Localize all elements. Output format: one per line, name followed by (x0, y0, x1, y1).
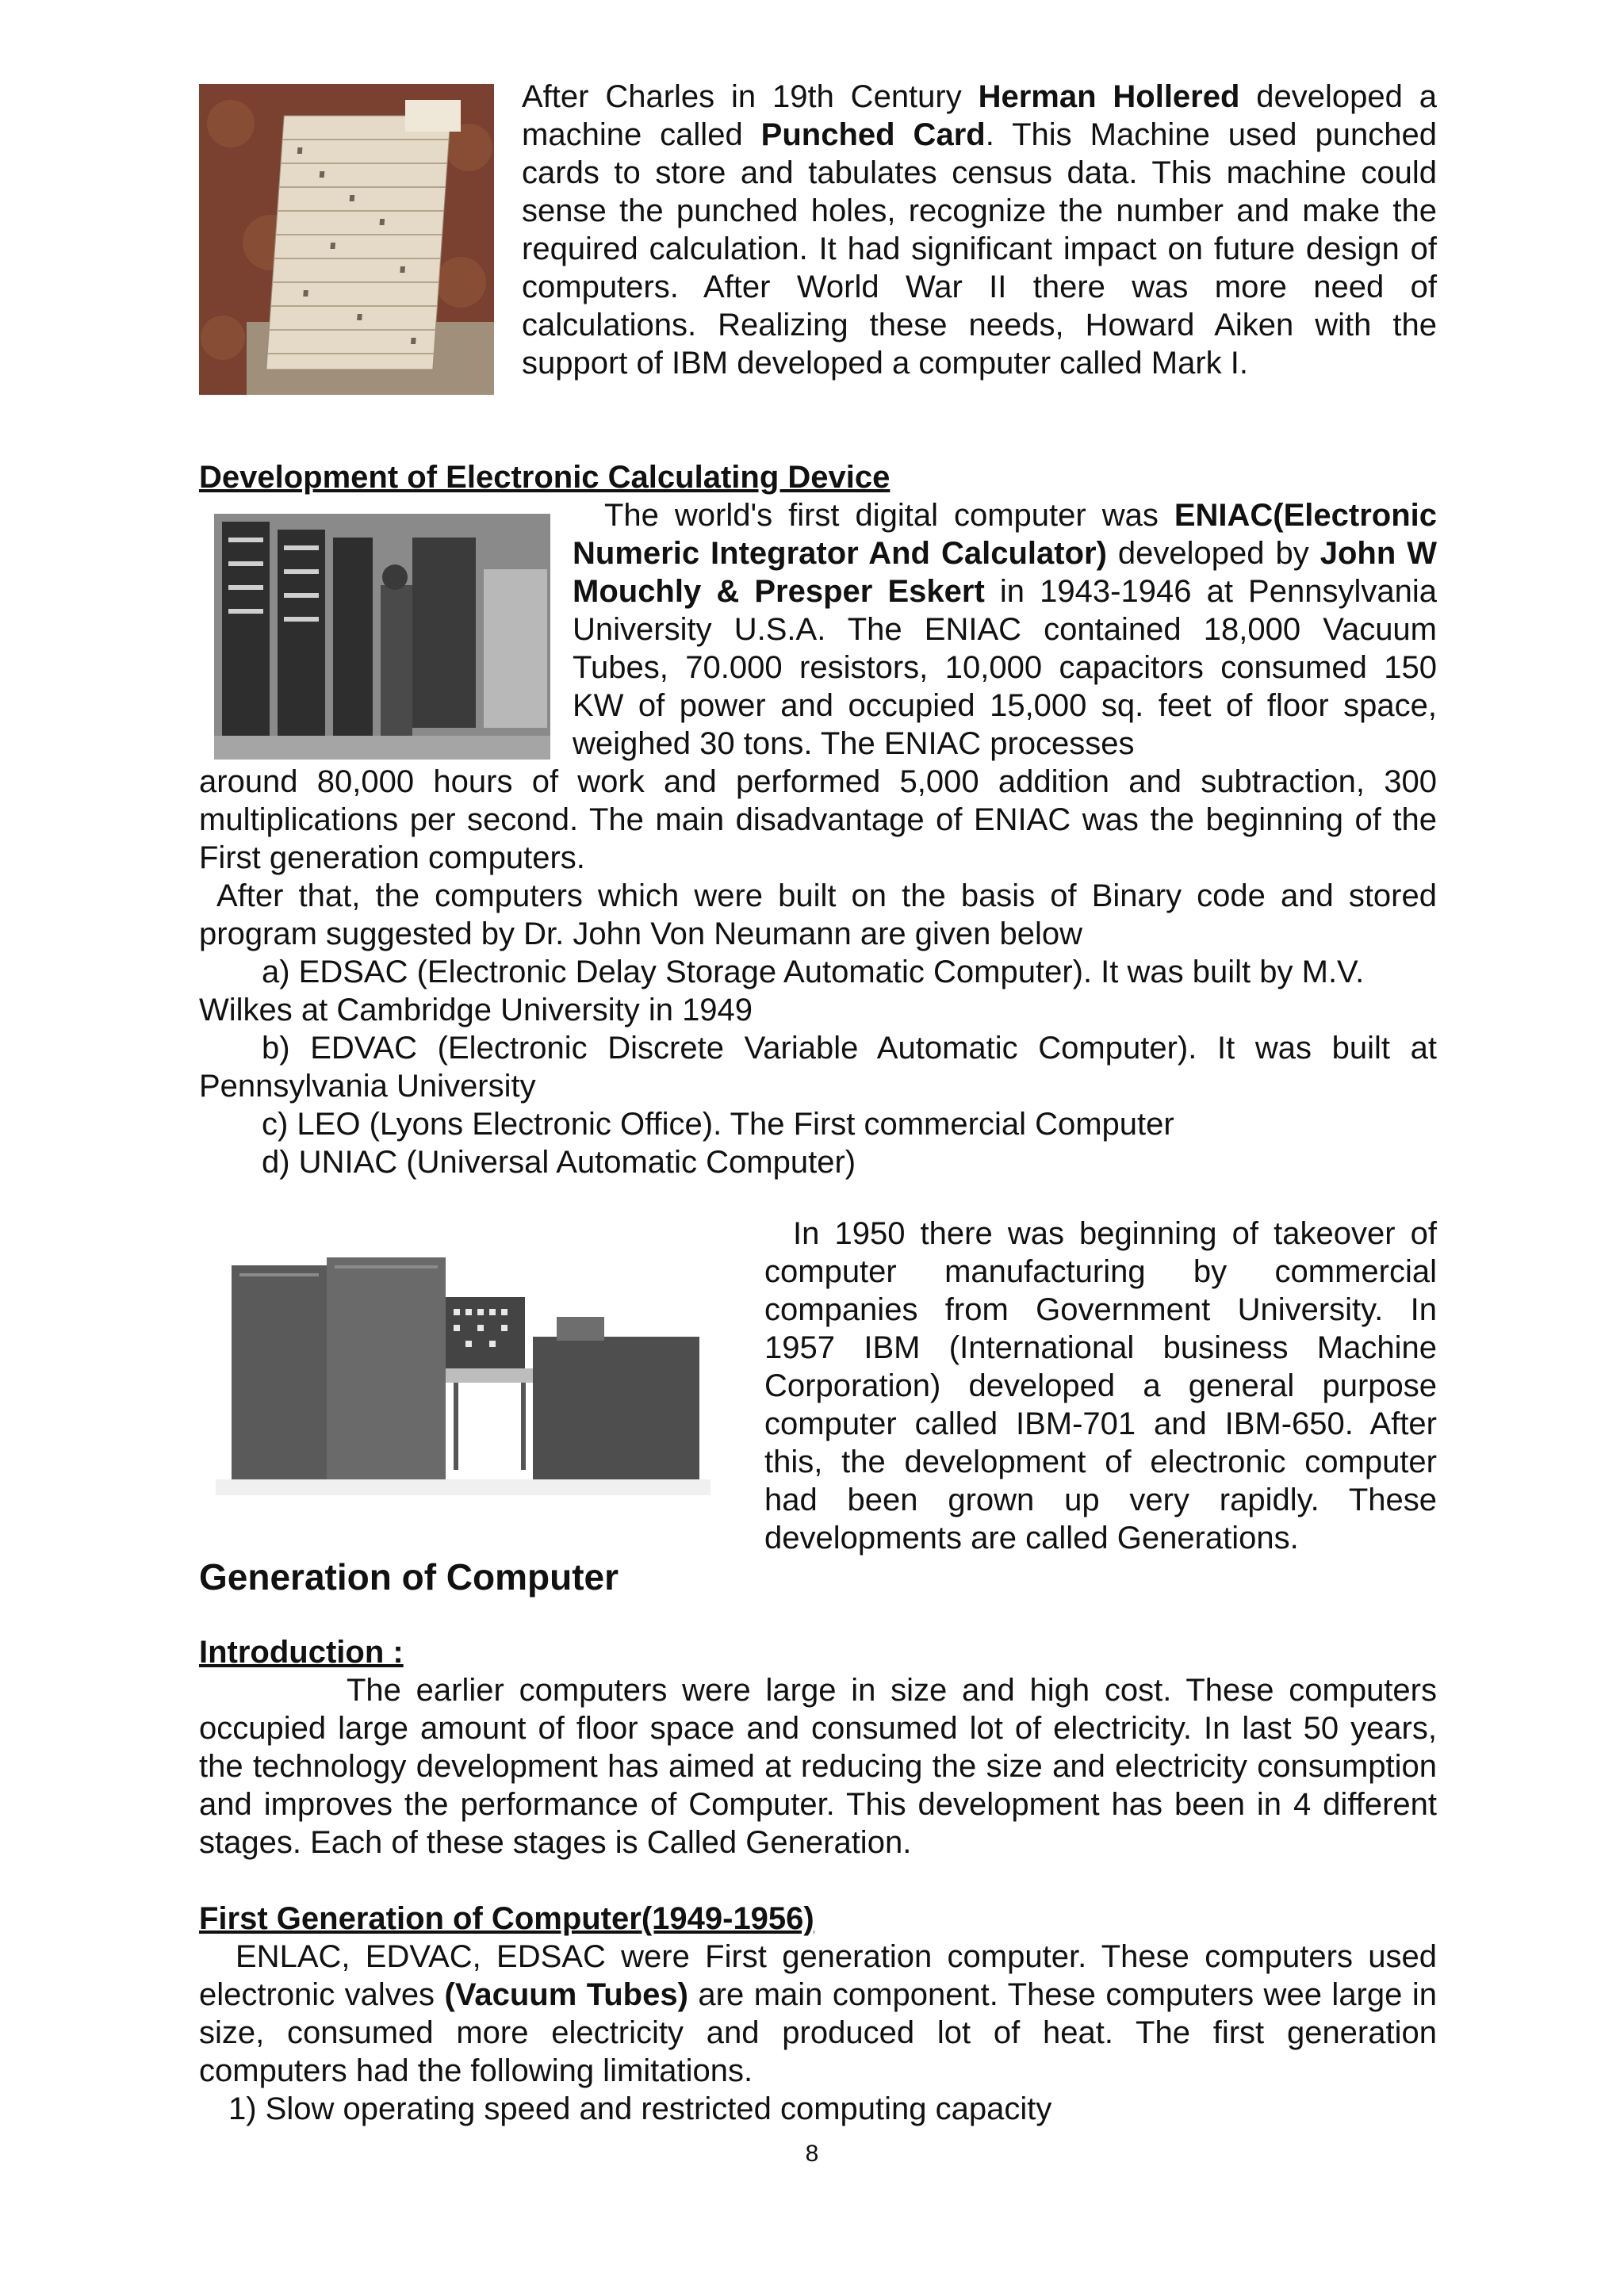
limitation-item-1: 1) Slow operating speed and restricted computing capacity (228, 2091, 1052, 2126)
punched-card-photo (199, 84, 494, 395)
list-item-edsac: a) EDSAC (Electronic Delay Storage Automatic Computer). It was built by M.V. (262, 955, 1365, 989)
von-neumann-paragraph: After that, the computers which were built on the basis of Binary code and stored program suggested by Dr. John Von Neumann are given below (199, 878, 1437, 951)
list-item-leo: c) LEO (Lyons Electronic Office). The First commercial Computer (262, 1107, 1174, 1142)
generation-heading: Generation of Computer (199, 1556, 619, 1598)
list-item-edsac-cont: Wilkes at Cambridge University in 1949 (199, 993, 753, 1027)
section-heading-electronic: Development of Electronic Calculating Device (199, 460, 891, 495)
introduction-paragraph: The earlier computers were large in size and high cost. These computers occupied large amount of floor space and consumed lot of electricity. In last 50 years, the technology development has aimed at reducing the size and electricity consumption and improves the performance of Computer. This development has been in 4 different stages. Each of these stages is Called Generation. (199, 1673, 1437, 1860)
list-item-uniac: d) UNIAC (Universal Automatic Computer) (262, 1145, 856, 1180)
introduction-heading: Introduction : (199, 1635, 404, 1670)
ibm-computer-photo (216, 1234, 710, 1524)
first-generation-paragraph: ENLAC, EDVAC, EDSAC were First generation computer. These computers used electronic valves (Vacuum Tubes) are main component. These computers wee large in size, consumed more electricity and produced lot of heat. The first generation computers had the following limitations. (199, 1939, 1437, 2088)
list-item-edvac-cont: Pennsylvania University (199, 1069, 536, 1104)
eniac-paragraph-continued: around 80,000 hours of work and performed 5,000 addition and subtraction, 300 multiplications per second. The main disadvantage of ENIAC was the beginning of the First generation computers. (199, 764, 1437, 875)
list-item-edvac: b) EDVAC (Electronic Discrete Variable Automatic Computer). It was built at (262, 1031, 1437, 1066)
ibm-paragraph: In 1950 there was beginning of takeover of computer manufacturing by commercial companies from Government University. In 1957 IBM (International business Machine Corporation) developed a general purpose computer called IBM-701 and IBM-650. After this, the development of electronic computer had been grown up very rapidly. These developments are called Generations. (764, 1216, 1437, 1556)
page-number: 8 (805, 2141, 819, 2167)
eniac-paragraph: The world's first digital computer was ENIAC(Electronic Numeric Integrator And Calculator) developed by John W Mouchly & Presper Eskert in 1943-1946 at Pennsylvania University U.S.A. The ENIAC contained 18,000 Vacuum Tubes, 70.000 resistors, 10,000 capacitors consumed 150 KW of power and occupied 15,000 sq. feet of floor space, weighed 30 tons. The ENIAC processes (573, 498, 1437, 761)
eniac-photo (214, 514, 550, 760)
punched-card-paragraph: After Charles in 19th Century Herman Hollered developed a machine called Punched Card. This Machine used punched cards to store and tabulates census data. This machine could sense the punched holes, recognize the number and make the required calculation. It had significant impact on future design of computers. After World War II there was more need of calculations. Realizing these needs, Howard Aiken with the support of IBM developed a computer called Mark I. (522, 79, 1437, 381)
first-generation-heading: First Generation of Computer(1949-1956) (199, 1901, 814, 1936)
